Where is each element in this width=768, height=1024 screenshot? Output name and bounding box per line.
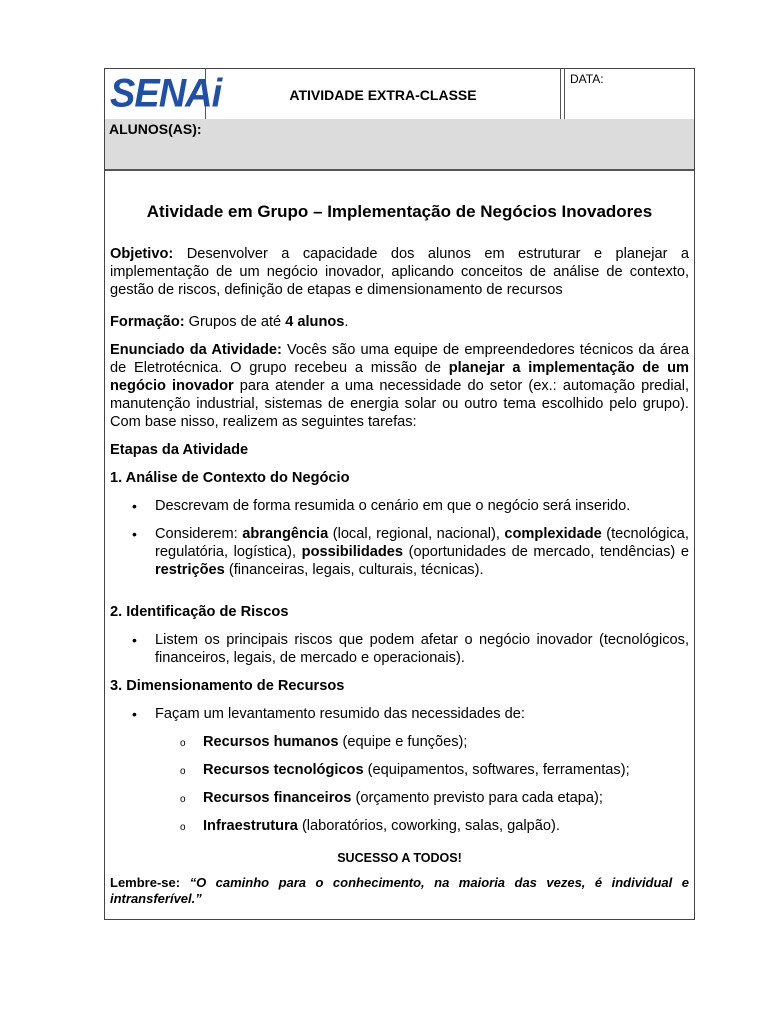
objective-paragraph (110, 245, 689, 299)
item-bold: restrições (155, 562, 225, 578)
resource-detail: (laboratórios, coworking, salas, galpão). (297, 818, 560, 834)
logo-cell (105, 69, 222, 119)
resource-detail: (equipamentos, softwares, ferramentas); (363, 762, 630, 778)
item-bold: complexidade (504, 526, 602, 542)
bullet-icon: • (132, 706, 137, 722)
section1-list (110, 497, 689, 579)
list-item (110, 705, 689, 723)
statement-text: Vocês são uma equipe de empreendedores técnicos da área de Eletrotécnica. O grupo recebeu a missão de (110, 342, 689, 376)
activity-sheet (104, 68, 695, 920)
section3-item1: Façam um levantamento resumido das necessidades de: (155, 706, 525, 722)
list-item (110, 497, 689, 515)
list-item (110, 631, 689, 667)
item-text: Considerem: (155, 526, 243, 542)
list-item (110, 817, 689, 835)
resource-name: Infraestrutura (203, 818, 298, 834)
formation-label: Formação: (110, 314, 185, 330)
senai-logo: SENAi (110, 71, 222, 117)
formation-count: 4 alunos (285, 314, 345, 330)
circle-bullet-icon: o (180, 766, 186, 777)
list-item (110, 525, 689, 579)
bullet-icon: • (132, 498, 137, 514)
date-field[interactable]: DATA: (564, 69, 694, 119)
item-text: (financeiras, legais, culturais, técnicas). (224, 562, 484, 578)
success-message: SUCESSO A TODOS! (337, 851, 462, 865)
document-body (110, 171, 689, 907)
students-field[interactable]: ALUNOS(AS): (105, 119, 694, 171)
bullet-icon: • (132, 632, 137, 648)
circle-bullet-icon: o (180, 738, 186, 749)
resource-detail: (equipe e funções); (338, 734, 468, 750)
list-item (110, 761, 689, 779)
item-text: (oportunidades de mercado, tendências) e (403, 544, 689, 560)
section3-heading: 3. Dimensionamento de Recursos (110, 678, 345, 694)
objective-text: Desenvolver a capacidade dos alunos em estruturar e planejar a implementação de um negócio inovador, aplicando conceitos de análise de contexto, gestão de riscos, definição de etapas e dimensionamento de recursos (110, 246, 689, 298)
circle-bullet-icon: o (180, 822, 186, 833)
header-row (105, 69, 694, 121)
formation-paragraph (110, 313, 689, 331)
statement-text-end: para atender a uma necessidade do setor (ex.: automação predial, manutenção industrial, sistemas de energia solar ou outro tema escolhido pelo grupo). Com base nisso, realizem as seguintes tarefas: (110, 378, 690, 430)
item-bold: possibilidades (301, 544, 404, 560)
list-item (110, 789, 689, 807)
resource-name: Recursos tecnológicos (203, 762, 364, 778)
item-bold: abrangência (242, 526, 329, 542)
item-text: (local, regional, nacional), (328, 526, 505, 542)
section2-list (110, 631, 689, 667)
bullet-icon: • (132, 526, 137, 542)
list-item (110, 733, 689, 751)
remember-quote: “O caminho para o conhecimento, na maioria das vezes, é individual e intransferível.” (110, 875, 689, 906)
section1-item1: Descrevam de forma resumida o cenário em que o negócio será inserido. (155, 498, 631, 514)
resource-name: Recursos humanos (203, 734, 339, 750)
formation-end: . (344, 314, 349, 330)
resources-list (110, 733, 689, 835)
statement-mission: planejar a implementação de um negócio inovador (110, 360, 689, 394)
remember-label: Lembre-se: (110, 875, 190, 890)
statement-paragraph (110, 341, 689, 431)
steps-heading: Etapas da Atividade (110, 442, 249, 458)
section3-list (110, 705, 689, 723)
resource-name: Recursos financeiros (203, 790, 352, 806)
section2-item1: Listem os principais riscos que podem afetar o negócio inovador (tecnológicos, financeiros, legais, de mercado e operacionais). (155, 632, 689, 666)
circle-bullet-icon: o (180, 794, 186, 805)
header-title: ATIVIDADE EXTRA-CLASSE (206, 69, 561, 119)
formation-text: Grupos de até (184, 314, 286, 330)
section2-heading: 2. Identificação de Riscos (110, 604, 289, 620)
objective-label: Objetivo: (110, 246, 174, 262)
section1-heading: 1. Análise de Contexto do Negócio (110, 470, 350, 486)
statement-label: Enunciado da Atividade: (110, 342, 282, 358)
resource-detail: (orçamento previsto para cada etapa); (351, 790, 603, 806)
document-title: Atividade em Grupo – Implementação de Negócios Inovadores (146, 202, 653, 221)
remember-note (110, 875, 689, 907)
item-text: (tecnológica, regulatória, logística), (155, 526, 689, 560)
